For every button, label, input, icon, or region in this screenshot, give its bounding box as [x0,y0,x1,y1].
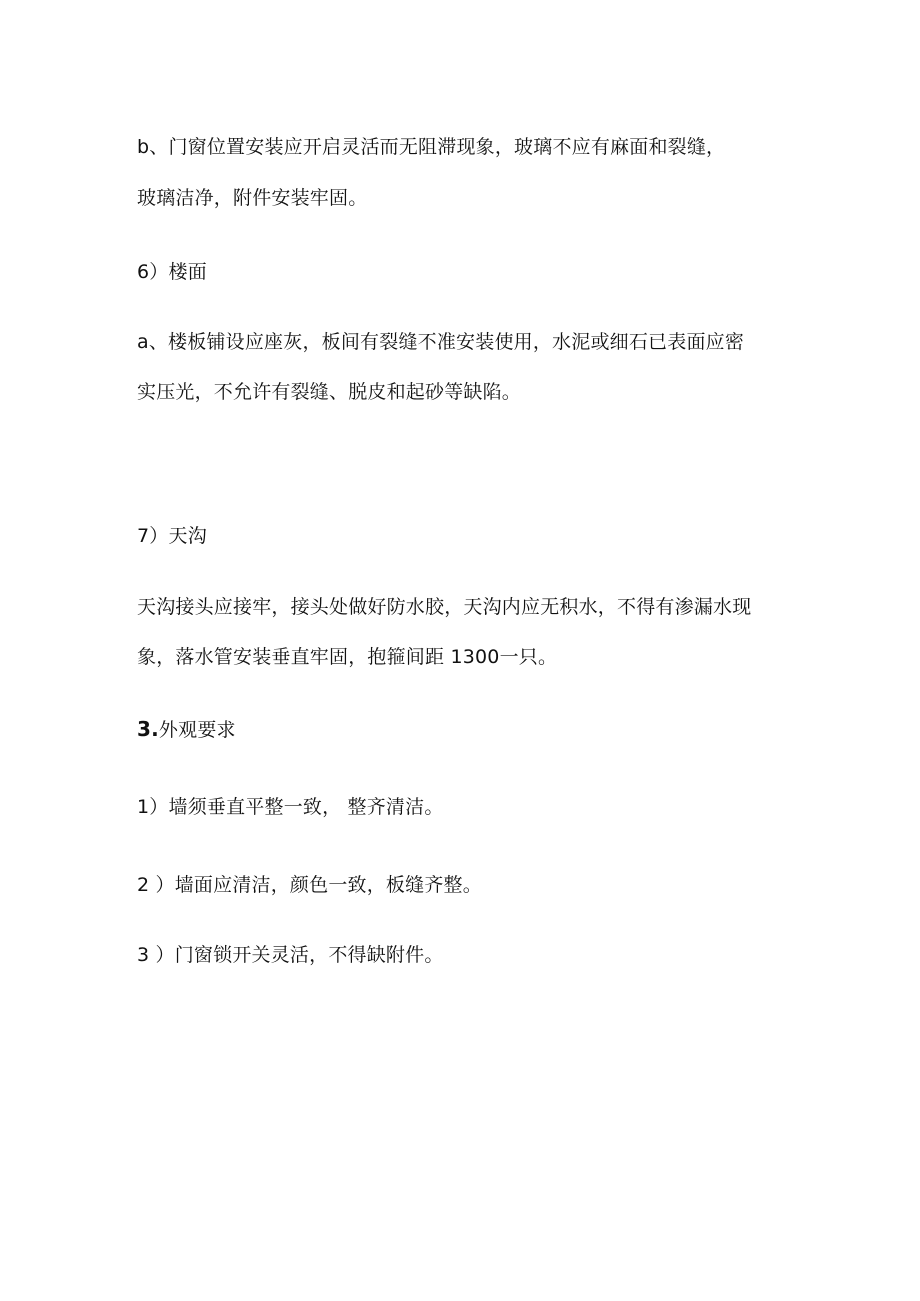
gutter-line-1: 天沟接头应接牢，接头处做好防水胶，天沟内应无积水，不得有渗漏水现 [137,596,752,618]
requirement-1: 1）墙须垂直平整一致， 整齐清洁。 [137,796,444,818]
requirement-2: 2 ）墙面应清洁，颜色一致，板缝齐整。 [137,874,482,896]
requirement-3: 3 ）门窗锁开关灵活，不得缺附件。 [137,944,444,966]
section-3-number: 3. [137,717,159,741]
gutter-line-2: 象，落水管安装垂直牢固，抱箍间距 1300一只。 [137,646,558,668]
item-b-line-1: b、门窗位置安装应开启灵活而无阻滞现象，玻璃不应有麻面和裂缝， [137,136,726,158]
section-3-title: 外观要求 [158,719,236,741]
section-3-heading [137,717,236,742]
section-7-heading: 7）天沟 [137,525,207,547]
section-6-heading: 6）楼面 [137,261,207,283]
item-b-line-2: 玻璃洁净，附件安装牢固。 [137,187,368,209]
item-a-line-2: 实压光，不允许有裂缝、脱皮和起砂等缺陷。 [137,381,522,403]
item-a-line-1: a、楼板铺设应座灰，板间有裂缝不准安装使用，水泥或细石已表面应密 [137,331,745,353]
